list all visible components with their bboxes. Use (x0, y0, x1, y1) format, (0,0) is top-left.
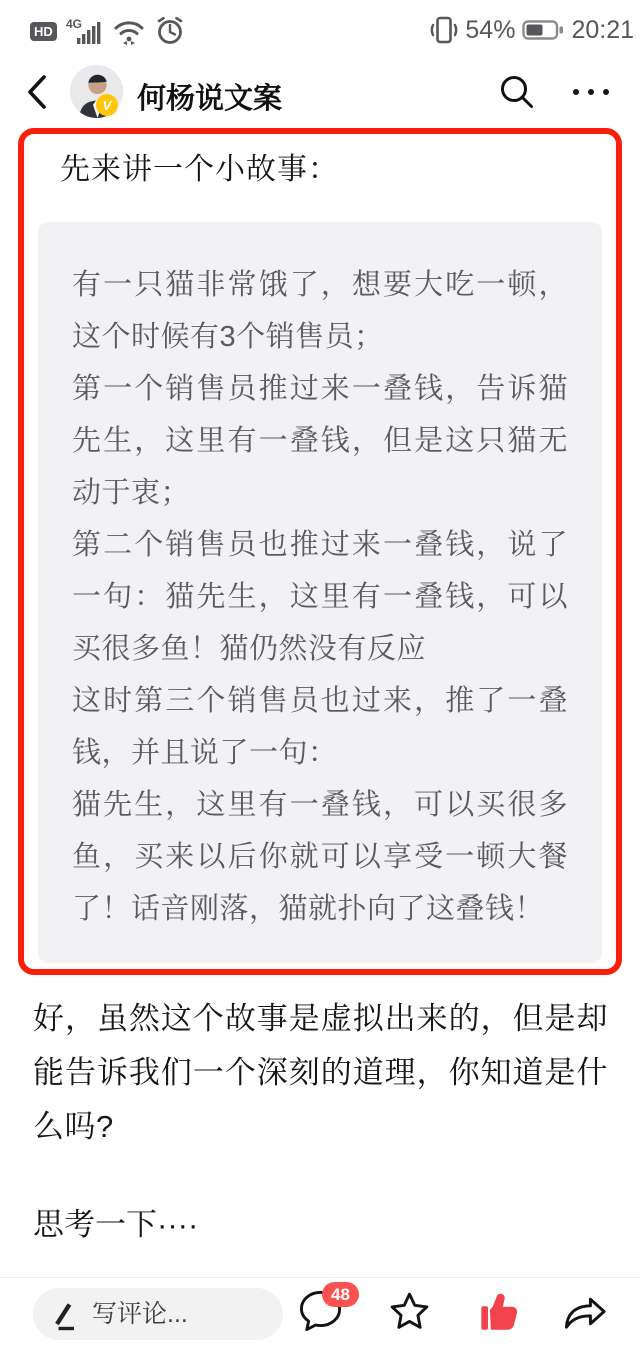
comment-count-badge: 48 (322, 1282, 359, 1307)
hd-icon: HD (30, 22, 57, 41)
favorite-button[interactable] (387, 1289, 432, 1339)
like-button[interactable] (477, 1288, 523, 1339)
back-button[interactable] (24, 73, 50, 111)
article-paragraph: 好，虽然这个故事是虚拟出来的，但是却能告诉我们一个深刻的道理，你知道是什么吗? (33, 1001, 608, 1144)
story-paragraph: 第二个销售员也推过来一叠钱，说了一句：猫先生，这里有一叠钱，可以买很多鱼！猫仍然没有反应 (72, 529, 568, 665)
story-paragraph: 有一只猫非常饿了，想要大吃一顿，这个时候有3个销售员； (72, 269, 568, 353)
article-paragraph: 思考一下···· (33, 1207, 199, 1242)
pen-icon (51, 1298, 78, 1331)
header (0, 58, 640, 126)
chevron-left-icon (24, 73, 50, 111)
svg-text:4G: 4G (65, 17, 82, 31)
battery-icon (522, 19, 564, 41)
comment-input[interactable] (90, 1299, 250, 1330)
status-bar (0, 0, 640, 58)
wifi-icon (113, 17, 145, 45)
alarm-clock-icon (154, 15, 186, 47)
vibrate-icon (428, 14, 458, 46)
bottom-toolbar (0, 1277, 640, 1351)
account-title[interactable]: 何杨说文案 (137, 83, 283, 115)
story-paragraph: 这时第三个销售员也过来，推了一叠钱，并且说了一句： (72, 685, 568, 769)
story-card (38, 222, 602, 963)
story-paragraph: 第一个销售员推过来一叠钱，告诉猫先生，这里有一叠钱，但是这只猫无动于衷； (72, 373, 568, 509)
search-icon (497, 72, 537, 112)
share-button[interactable] (562, 1289, 611, 1339)
more-button[interactable] (566, 74, 616, 110)
section-heading: 先来讲一个小故事： (60, 153, 339, 186)
highlighted-section (18, 128, 622, 975)
search-button[interactable] (497, 72, 537, 112)
clock-time: 20:21 (571, 15, 634, 44)
star-icon (387, 1289, 432, 1334)
ellipsis-icon (573, 89, 579, 95)
thumb-up-icon (477, 1288, 523, 1334)
write-comment-field[interactable] (33, 1288, 283, 1340)
story-paragraph: 猫先生，这里有一叠钱，可以买很多鱼，买来以后你就可以享受一顿大餐了！话音刚落，猫就扑向了这叠钱！ (72, 789, 568, 925)
signal-4g-icon (66, 16, 104, 46)
verified-badge: V (96, 94, 118, 116)
battery-percent: 54% (465, 15, 516, 44)
share-arrow-icon (562, 1289, 611, 1334)
